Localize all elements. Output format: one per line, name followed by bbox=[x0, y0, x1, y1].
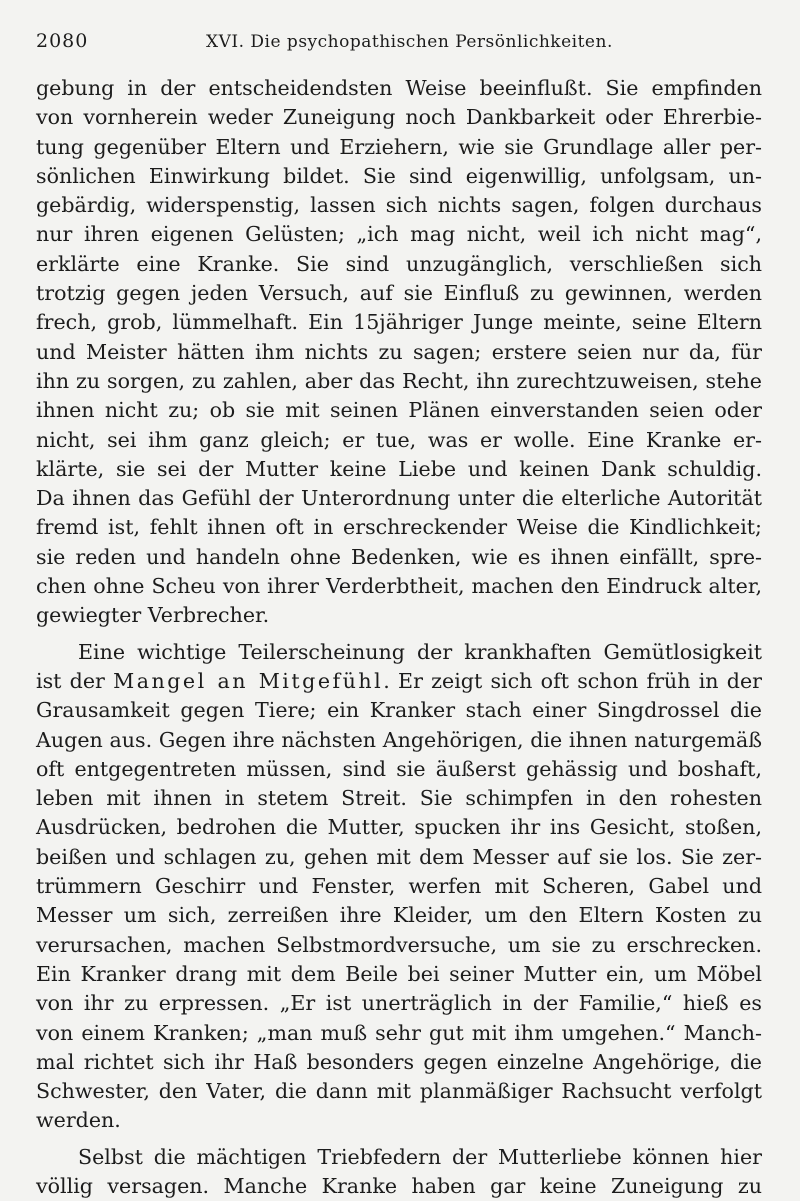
text-line: Messer um sich, zerreißen ihre Kleider, um den Eltern Kosten zu bbox=[36, 903, 762, 928]
text-line: klärte, sie sei der Mutter keine Liebe und keinen Dank schuldig. bbox=[36, 456, 762, 481]
paragraph bbox=[36, 638, 762, 1136]
text-line: und Meister hätten ihm nichts zu sagen; erstere seien nur da, für bbox=[36, 339, 762, 364]
text-line: trotzig gegen jeden Versuch, auf sie Einfluß zu gewinnen, werden bbox=[36, 281, 762, 306]
text-line: Da ihnen das Gefühl der Unterordnung unter die elterliche Autorität bbox=[36, 486, 762, 511]
paragraph bbox=[36, 74, 762, 631]
text-line: Selbst die mächtigen Triebfedern der Mutterliebe können hier bbox=[78, 1144, 762, 1169]
text-line: leben mit ihnen in stetem Streit. Sie schimpfen in den rohesten bbox=[36, 786, 762, 811]
text-line: ihnen nicht zu; ob sie mit seinen Plänen einverstanden seien oder bbox=[36, 398, 762, 423]
text-line: tung gegenüber Eltern und Erziehern, wie sie Grundlage aller per- bbox=[36, 134, 762, 159]
text-line: verursachen, machen Selbstmordversuche, um sie zu erschrecken. bbox=[36, 932, 762, 957]
text-line: Schwester, den Vater, die dann mit planmäßiger Rachsucht verfolgt bbox=[36, 1079, 762, 1104]
text-line: gebung in der entscheidendsten Weise beeinflußt. Sie empfinden bbox=[36, 76, 762, 100]
text-line: beißen und schlagen zu, gehen mit dem Messer auf sie los. Sie zer- bbox=[36, 844, 762, 869]
text-line: Grausamkeit gegen Tiere; ein Kranker stach einer Singdrossel die bbox=[36, 698, 762, 723]
text-line: sie reden und handeln ohne Bedenken, wie es ihnen einfällt, spre- bbox=[36, 544, 762, 569]
text-line: oft entgegentreten müssen, sind sie äußerst gehässig und boshaft, bbox=[36, 756, 762, 781]
text-line: sönlichen Einwirkung bildet. Sie sind eigenwillig, unfolgsam, un- bbox=[36, 163, 762, 188]
text-line: von ihr zu erpressen. „Er ist unerträglich in der Familie,“ hieß es bbox=[36, 991, 762, 1016]
text-line: werden. bbox=[36, 1108, 121, 1133]
text-line: trümmern Geschirr und Fenster, werfen mit Scheren, Gabel und bbox=[36, 874, 762, 899]
text-line: nicht, sei ihm ganz gleich; er tue, was er wolle. Eine Kranke er- bbox=[36, 427, 762, 452]
body-text bbox=[36, 74, 762, 1201]
text-fragment: ist der bbox=[36, 668, 105, 693]
text-line: chen ohne Scheu von ihrer Verderbtheit, machen den Eindruck alter, bbox=[36, 574, 762, 599]
text-line bbox=[36, 667, 762, 696]
text-line: ihn zu sorgen, zu zahlen, aber das Recht, ihn zurechtzuweisen, stehe bbox=[36, 368, 762, 393]
text-line: von einem Kranken; „man muß sehr gut mit ihm umgehen.“ Manch- bbox=[36, 1020, 762, 1045]
text-line: von vornherein weder Zuneigung noch Dankbarkeit oder Ehrerbie- bbox=[36, 105, 762, 130]
text-line: Augen aus. Gegen ihre nächsten Angehörigen, die ihnen naturgemäß bbox=[36, 727, 762, 752]
text-line: frech, grob, lümmelhaft. Ein 15jähriger Junge meinte, seine Eltern bbox=[36, 310, 762, 335]
text-line: Ein Kranker drang mit dem Beile bei seiner Mutter ein, um Möbel bbox=[36, 961, 762, 986]
text-line: Eine wichtige Teilerscheinung der krankhaften Gemütlosigkeit bbox=[78, 639, 762, 664]
page-number: 2080 bbox=[36, 30, 89, 52]
text-line: fremd ist, fehlt ihnen oft in erschreckender Weise die Kindlichkeit; bbox=[36, 515, 762, 540]
text-line: völlig versagen. Manche Kranke haben gar keine Zuneigung zu bbox=[36, 1173, 762, 1198]
paragraph bbox=[36, 1143, 762, 1201]
text-line: gebärdig, widerspenstig, lassen sich nichts sagen, folgen durchaus bbox=[36, 193, 762, 218]
text-line: nur ihren eigenen Gelüsten; „ich mag nicht, weil ich nicht mag“, bbox=[36, 222, 762, 247]
text-line: mal richtet sich ihr Haß besonders gegen einzelne Angehörige, die bbox=[36, 1049, 762, 1074]
running-head: XVI. Die psychopathischen Persönlichkeiten. bbox=[206, 32, 613, 52]
page-header bbox=[36, 30, 760, 60]
text-fragment: . Er zeigt sich oft schon früh in der bbox=[383, 668, 762, 693]
text-line: Ausdrücken, bedrohen die Mutter, spucken ihr ins Gesicht, stoßen, bbox=[36, 815, 762, 840]
text-line: gewiegter Verbrecher. bbox=[36, 603, 270, 628]
text-line: erklärte eine Kranke. Sie sind unzugänglich, verschließen sich bbox=[36, 251, 762, 276]
emphasized-term: Mangel an Mitgefühl bbox=[113, 668, 384, 693]
